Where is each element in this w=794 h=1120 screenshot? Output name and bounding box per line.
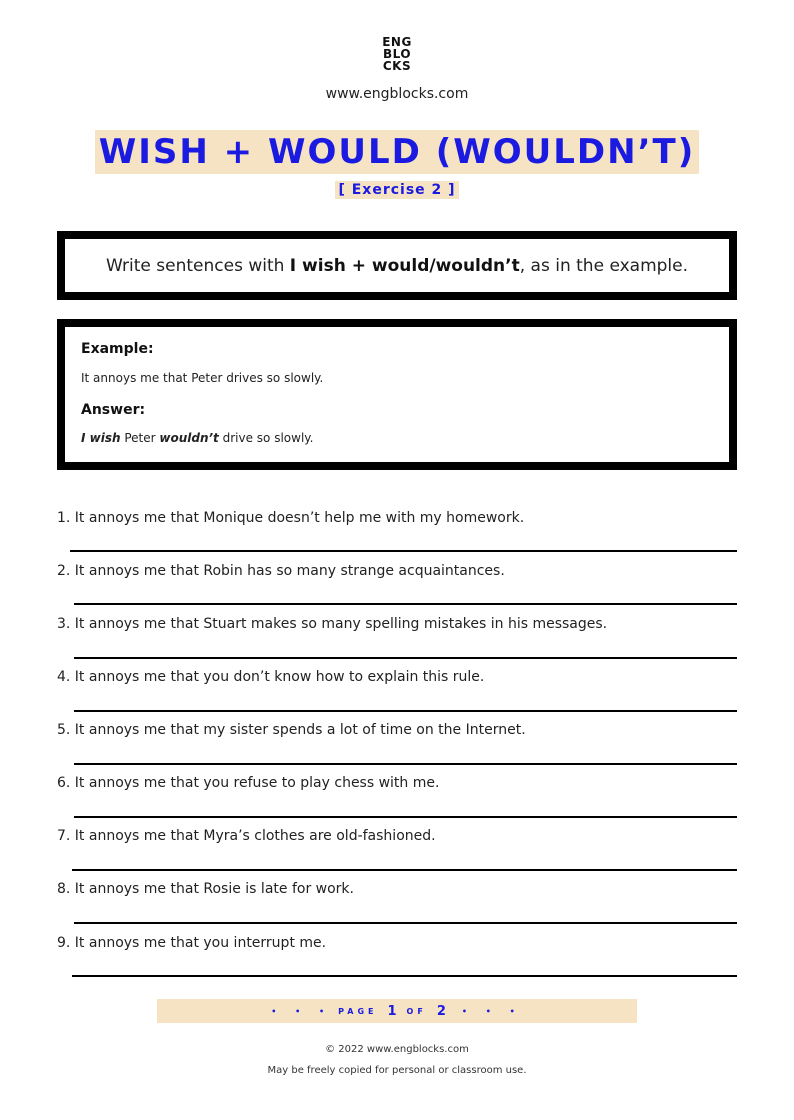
total-pages: 2 (436, 1003, 446, 1019)
decorative-dots: • • • (461, 1006, 523, 1016)
logo-line: CKS (382, 59, 412, 73)
instructions-suffix: , as in the example. (519, 255, 689, 276)
exercise-item: 2. It annoys me that Robin has so many strange acquaintances. (57, 563, 505, 579)
example-label: Example: (81, 341, 154, 357)
engblocks-logo (0, 36, 794, 72)
answer-line[interactable] (72, 975, 737, 977)
of-word: OF (406, 1006, 427, 1016)
page-word: PAGE (338, 1006, 378, 1016)
worksheet-title: WISH + WOULD (WOULDN’T) (95, 130, 700, 174)
answer-line[interactable] (74, 710, 737, 712)
exercise-item: 4. It annoys me that you don’t know how to explain this rule. (57, 669, 485, 685)
answer-label: Answer: (81, 402, 146, 418)
decorative-dots: • • • (271, 1006, 333, 1016)
exercise-item: 8. It annoys me that Rosie is late for work. (57, 881, 354, 897)
site-url[interactable]: www.engblocks.com (325, 86, 469, 102)
answer-line[interactable] (74, 603, 737, 605)
answer-emphasis: wouldn’t (159, 431, 219, 445)
page-indicator (157, 999, 637, 1023)
answer-line[interactable] (74, 763, 737, 765)
instructions-text (106, 256, 688, 276)
answer-line[interactable] (70, 550, 737, 552)
instructions-box (57, 231, 737, 300)
exercise-item: 3. It annoys me that Stuart makes so many spelling mistakes in his messages. (57, 616, 608, 632)
instructions-bold: I wish + would/wouldn’t (289, 255, 520, 276)
answer-line[interactable] (72, 869, 737, 871)
copyright-text: © 2022 www.engblocks.com (325, 1044, 469, 1055)
exercise-number: [ Exercise 2 ] (335, 181, 458, 199)
logo-line: BLO (382, 47, 412, 61)
answer-plain: drive so slowly. (218, 431, 314, 445)
exercise-item: 7. It annoys me that Myra’s clothes are old-fashioned. (57, 828, 436, 844)
exercise-item: 6. It annoys me that you refuse to play chess with me. (57, 775, 440, 791)
logo-line: ENG (382, 35, 412, 49)
answer-plain: Peter (120, 431, 160, 445)
example-text: It annoys me that Peter drives so slowly. (81, 371, 324, 385)
answer-line[interactable] (74, 922, 737, 924)
exercise-item: 1. It annoys me that Monique doesn’t help me with my homework. (57, 510, 525, 526)
usage-note: May be freely copied for personal or classroom use. (267, 1065, 527, 1076)
exercise-item: 9. It annoys me that you interrupt me. (57, 935, 327, 951)
answer-text (81, 431, 313, 445)
example-box (57, 319, 737, 470)
answer-emphasis: I wish (81, 431, 121, 445)
instructions-prefix: Write sentences with (105, 255, 290, 276)
exercise-item: 5. It annoys me that my sister spends a lot of time on the Internet. (57, 722, 526, 738)
current-page: 1 (387, 1003, 397, 1019)
answer-line[interactable] (74, 657, 737, 659)
answer-line[interactable] (74, 816, 737, 818)
